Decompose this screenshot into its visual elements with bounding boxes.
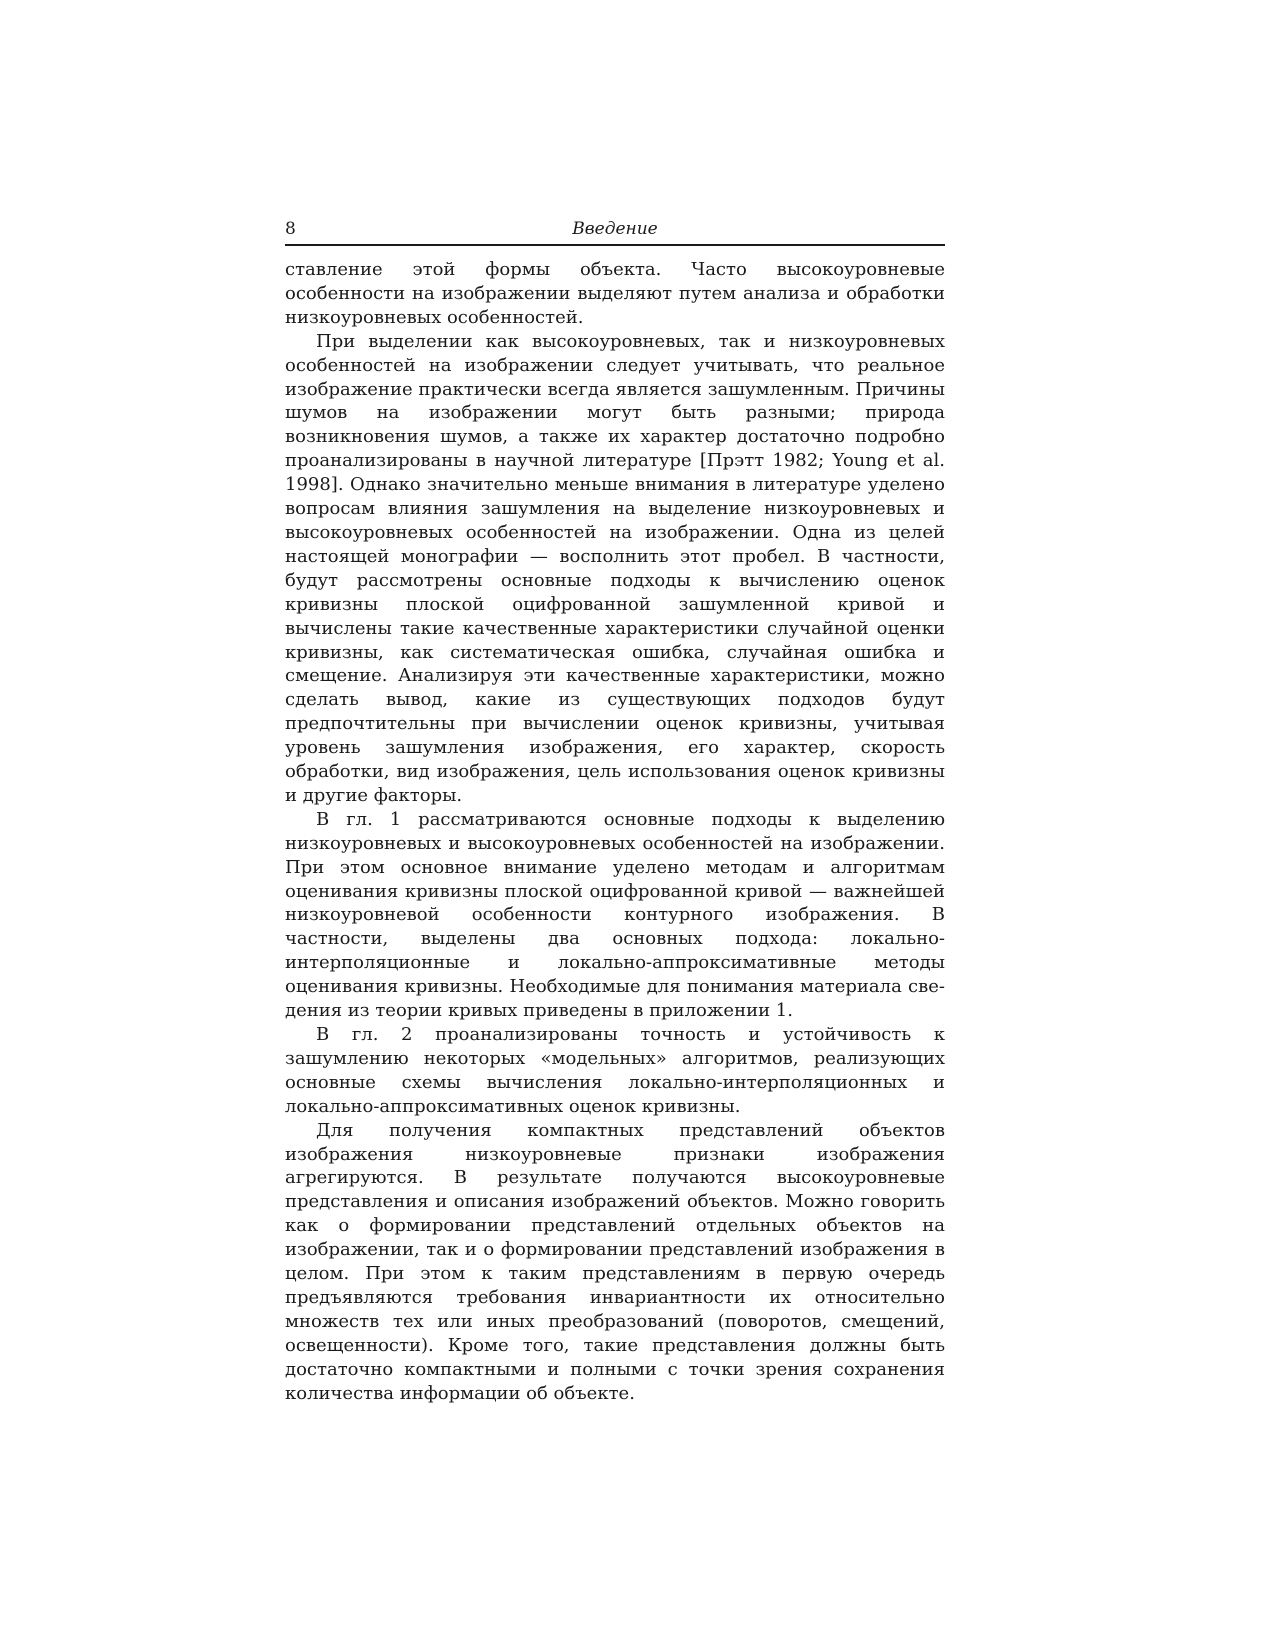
page-number: 8 [285, 219, 296, 239]
book-page [285, 218, 945, 1406]
chapter-title: Введение [572, 219, 658, 239]
body-text [285, 258, 945, 1406]
paragraph: ставление этой формы объекта. Часто высокоуровневые особенности на изображении выделяют путем анализа и обработки низкоуровневых особенностей. [285, 259, 945, 328]
paragraph: Для получения компактных представлений объектов изображения низкоуровневые признаки изображения агрегируются. В результате получаются высокоуровневые представления и описания изображений объектов. Можно говорить как о формировании представлений отдельных объектов на изображении, так и о формировании представлений изображения в целом. При этом к таким представлениям в первую очередь предъявляются требования инвариантности их относительно множеств тех или иных преобразований (поворотов, смещений, освещенности). Кроме того, такие представления должны быть достаточно компактными и полными с точки зрения сохранения количества информации об объекте. [285, 1119, 945, 1404]
paragraph: В гл. 1 рассматриваются основные подходы к выделению низкоуровневых и высокоуровневых особенностей на изображении. При этом основное внимание уделено методам и алгоритмам оценивания кривизны плоской оцифрованной кривой — важнейшей низкоуровневой особенности контурного изображения. В частности, выделены два основных подхода: локально-интерполяционные и локально-аппроксимативные методы оценивания кривизны. Необходимые для понимания материала сведения из теории кривых приведены в приложении 1. [285, 808, 945, 1022]
paragraph: При выделении как высокоуровневых, так и низкоуровневых особенностей на изображении следует учитывать, что реальное изображение практически всегда является зашумленным. Причины шумов на изображении могут быть разными; природа возникновения шумов, а также их характер достаточно подробно проанализированы в научной литературе [Прэтт 1982; Young et al. 1998]. Однако значительно меньше внимания в литературе уделено вопросам влияния зашумления на выделение низкоуровневых и высокоуровневых особенностей на изображении. Одна из целей настоящей монографии — восполнить этот пробел. В частности, будут рассмотрены основные подходы к вычислению оценок кривизны плоской оцифрованной зашумленной кривой и вычислены такие качественные характеристики случайной оценки кривизны, как систематическая ошибка, случайная ошибка и смещение. Анализируя эти качественные характеристики, можно сделать вывод, какие из существующих подходов будут предпочтительны при вычислении оценок кривизны, учитывая уровень зашумления изображения, его характер, скорость обработки, вид изображения, цель использования оценок кривизны и другие факторы. [285, 330, 945, 806]
paragraph: В гл. 2 проанализированы точность и устойчивость к зашумлению некоторых «модельных» алгоритмов, реализующих основные схемы вычисления локально-интерполяционных и локально-аппроксимативных оценок кривизны. [285, 1024, 945, 1117]
running-head [285, 218, 945, 246]
